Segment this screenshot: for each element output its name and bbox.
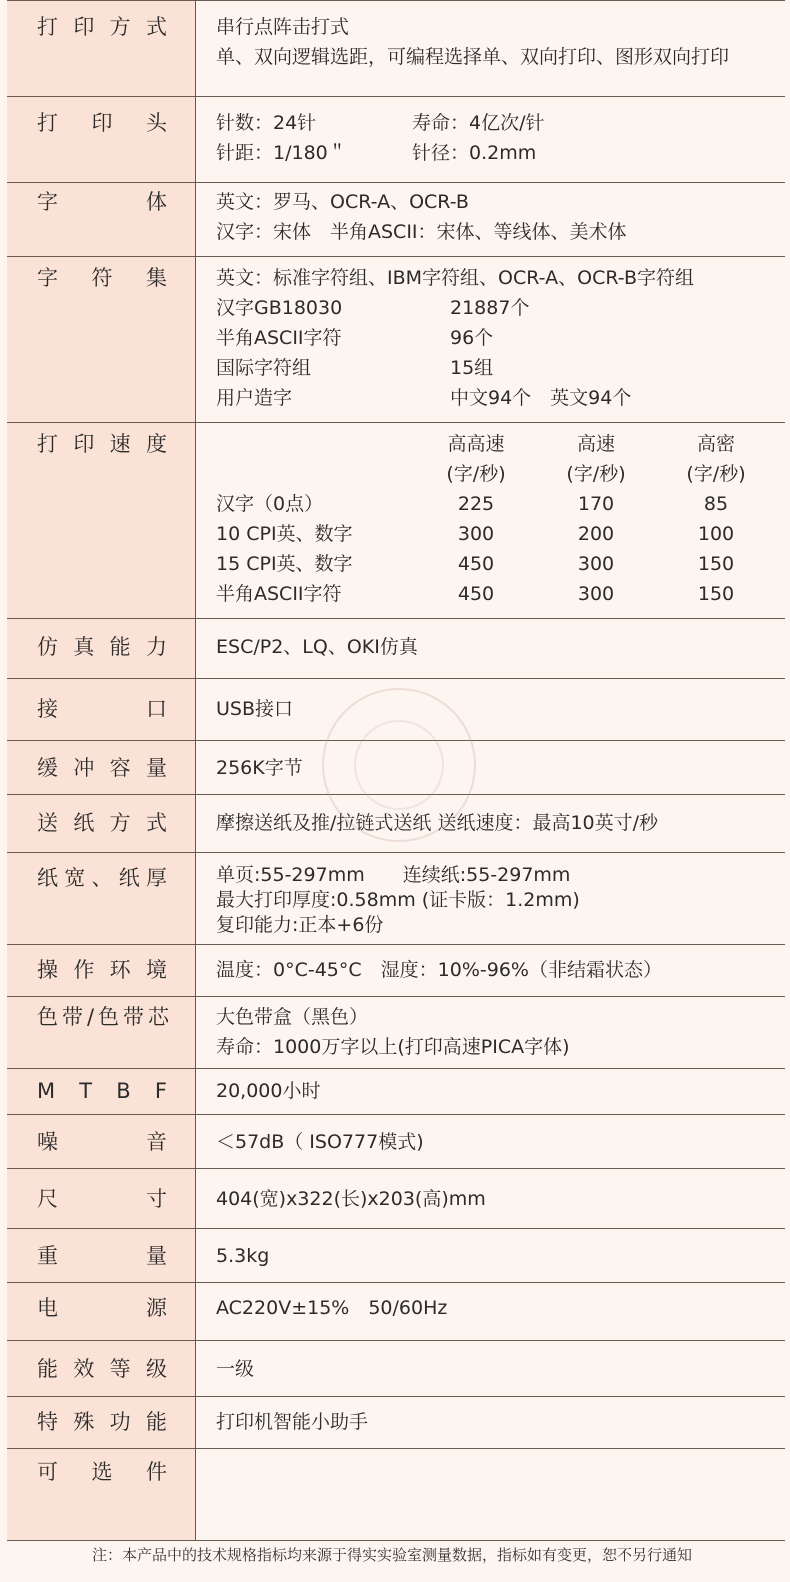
spec-row-noise: [7, 1115, 785, 1169]
row-label: [7, 1449, 196, 1540]
value-cell: 半角ASCII字符: [216, 327, 342, 349]
row-value: [196, 619, 785, 678]
row-label-text: 缓 冲 容 量: [37, 756, 167, 780]
spec-row-paper-feed: [7, 795, 785, 853]
spec-row-ribbon: [7, 997, 785, 1069]
row-label: [7, 741, 196, 794]
value-line: 20,000小时: [216, 1080, 321, 1102]
value-line: 温度：0°C-45°C 湿度：10%-96%（非结霜状态）: [216, 959, 662, 981]
speed-row: 半角ASCII字符 450 300 150: [216, 583, 735, 605]
value-cell: 针径：0.2mm: [412, 142, 537, 164]
row-value: [196, 997, 785, 1068]
row-label: [7, 1229, 196, 1282]
value-cell: 针数：24针: [216, 112, 317, 134]
value-line: 5.3kg: [216, 1245, 270, 1267]
speed-row: 汉字（0点） 225 170 85: [216, 493, 729, 515]
row-label-text: 字 符 集: [37, 266, 167, 290]
speed-row: 10 CPI英、数字 300 200 100: [216, 523, 735, 545]
row-value: [196, 97, 785, 182]
row-label-text: 重 量: [37, 1244, 167, 1268]
row-value: [196, 183, 785, 256]
value-cell: 国际字符组: [216, 357, 312, 379]
row-label: [7, 1283, 196, 1340]
value-cell: 汉字GB18030: [216, 297, 343, 319]
row-label-text: 色 带 / 色 带 芯: [37, 1005, 169, 1029]
row-label-text: 电 源: [37, 1296, 167, 1320]
spec-row-options: [7, 1449, 785, 1541]
row-label: [7, 1169, 196, 1228]
row-label-text: 打 印 头: [37, 111, 167, 135]
row-label-text: M T B F: [37, 1079, 167, 1103]
speed-header: [216, 429, 785, 489]
row-label: [7, 97, 196, 182]
spec-row-special: [7, 1397, 785, 1449]
spec-row-interface: [7, 679, 785, 741]
value-cell: 96个: [450, 327, 494, 349]
row-label-text: 打 印 速 度: [37, 432, 167, 456]
value-cell: 21887个: [450, 297, 530, 319]
row-label-text: 操 作 环 境: [37, 958, 167, 982]
row-value: [196, 1069, 785, 1114]
spec-row-print-method: [7, 1, 785, 97]
spec-row-print-head: [7, 97, 785, 183]
value-line: AC220V±15% 50/60Hz: [216, 1297, 448, 1319]
value-cell: 15组: [450, 357, 494, 379]
value-line: USB接口: [216, 698, 294, 720]
spec-row-charset: [7, 257, 785, 423]
value-line: 单页:55-297mm 连续纸:55-297mm: [216, 864, 571, 886]
spec-row-buffer: [7, 741, 785, 795]
value-line: 最大打印厚度:0.58mm (证卡版：1.2mm): [216, 889, 580, 911]
spec-row-emulation: [7, 619, 785, 679]
spec-row-paper-size: [7, 853, 785, 945]
row-value: [196, 1, 785, 96]
value-line: 英文：标准字符组、IBM字符组、OCR-A、OCR-B字符组: [216, 267, 694, 289]
row-label-text: 噪 音: [37, 1130, 167, 1154]
row-value: [196, 1115, 785, 1168]
row-label: [7, 1115, 196, 1168]
row-label-text: 接 口: [37, 697, 167, 721]
value-line: 串行点阵击打式: [216, 16, 350, 38]
row-label-text: 纸 宽 、 纸 厚: [37, 866, 167, 890]
row-label: [7, 1069, 196, 1114]
row-label: [7, 423, 196, 618]
value-cell: 寿命：4亿次/针: [412, 112, 545, 134]
row-value: [196, 1229, 785, 1282]
spec-row-power: [7, 1283, 785, 1341]
row-label-text: 送 纸 方 式: [37, 811, 167, 835]
value-cell: 中文94个 英文94个: [450, 387, 632, 409]
row-value: [196, 1397, 785, 1448]
spec-row-mtbf: [7, 1069, 785, 1115]
spec-row-print-speed: [7, 423, 785, 619]
value-cell: 针距：1/180＂: [216, 142, 347, 164]
row-label: [7, 257, 196, 422]
footnote: 注：本产品中的技术规格指标均来源于得实实验室测量数据，指标如有变更，恕不另行通知: [92, 1546, 693, 1564]
row-label: [7, 945, 196, 996]
value-line: 寿命：1000万字以上(打印高速PICA字体): [216, 1036, 570, 1058]
row-label: [7, 1341, 196, 1396]
value-line: 复印能力:正本+6份: [216, 914, 384, 936]
value-line: ＜57dB（ ISO777模式): [216, 1131, 424, 1153]
row-label-text: 尺 寸: [37, 1187, 167, 1211]
row-label: [7, 619, 196, 678]
speed-column-header: 高速 (字/秒): [566, 433, 626, 485]
spec-table: [7, 0, 785, 1541]
row-value: [196, 1283, 785, 1340]
row-value: [196, 257, 785, 422]
value-line: 大色带盒（黑色）: [216, 1006, 369, 1028]
value-line: 404(宽)x322(长)x203(高)mm: [216, 1188, 486, 1210]
row-label-text: 仿 真 能 力: [37, 635, 167, 659]
spec-row-weight: [7, 1229, 785, 1283]
value-line: 256K字节: [216, 757, 303, 779]
value-line: 打印机智能小助手: [216, 1411, 369, 1433]
row-label: [7, 679, 196, 740]
row-label-text: 能 效 等 级: [37, 1357, 167, 1381]
row-value: [196, 741, 785, 794]
row-value: [196, 853, 785, 944]
value-line: 英文：罗马、OCR-A、OCR-B: [216, 191, 469, 213]
row-label-text: 字 体: [37, 190, 167, 214]
spec-row-dimensions: [7, 1169, 785, 1229]
row-value: [196, 795, 785, 852]
row-label: [7, 853, 196, 944]
row-value: [196, 679, 785, 740]
row-label: [7, 997, 196, 1068]
speed-column-header: 高高速 (字/秒): [446, 433, 506, 485]
value-line: 汉字：宋体 半角ASCII：宋体、等线体、美术体: [216, 221, 627, 243]
row-label-text: 打 印 方 式: [37, 15, 167, 39]
value-line: 单、双向逻辑选距，可编程选择单、双向打印、图形双向打印: [216, 46, 730, 68]
row-label: [7, 1397, 196, 1448]
value-cell: 用户造字: [216, 387, 293, 409]
row-value: [196, 423, 785, 618]
row-label: [7, 183, 196, 256]
spec-row-energy: [7, 1341, 785, 1397]
value-line: 摩擦送纸及推/拉链式送纸 送纸速度：最高10英寸/秒: [216, 812, 659, 834]
row-label-text: 特 殊 功 能: [37, 1410, 167, 1434]
row-label: [7, 1, 196, 96]
spec-row-font: [7, 183, 785, 257]
row-value: [196, 1341, 785, 1396]
value-line: 一级: [216, 1358, 255, 1380]
row-value: [196, 1169, 785, 1228]
speed-column-header: 高密 (字/秒): [686, 433, 746, 485]
value-line: ESC/P2、LQ、OKI仿真: [216, 636, 418, 658]
row-value: [196, 945, 785, 996]
speed-row: 15 CPI英、数字 450 300 150: [216, 553, 735, 575]
row-label-text: 可 选 件: [37, 1460, 167, 1484]
row-label: [7, 795, 196, 852]
spec-row-environment: [7, 945, 785, 997]
row-value: [196, 1449, 785, 1540]
